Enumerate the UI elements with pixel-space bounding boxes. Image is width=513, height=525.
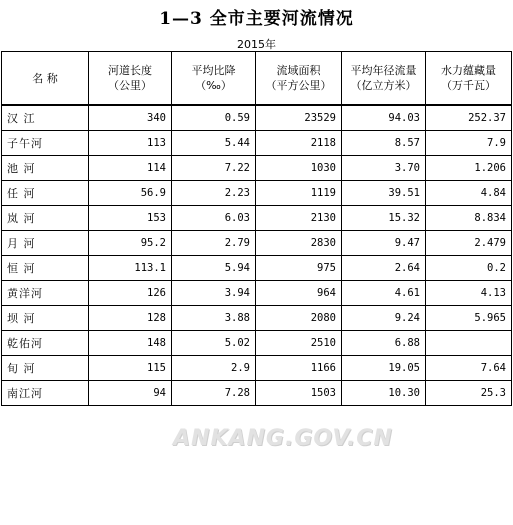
value-cell-basin-area: 23529 xyxy=(256,105,342,131)
value-cell-hydropower: 7.64 xyxy=(426,356,512,381)
watermark: ANKANG.GOV.CN xyxy=(173,426,393,451)
value-cell-runoff: 4.61 xyxy=(342,281,426,306)
river-name-cell: 汉 江 xyxy=(2,105,89,131)
value-cell-hydropower: 4.84 xyxy=(426,181,512,206)
value-cell-basin-area: 1503 xyxy=(256,381,342,406)
value-cell-basin-area: 2080 xyxy=(256,306,342,331)
value-cell-gradient: 6.03 xyxy=(172,206,256,231)
table-row xyxy=(2,156,512,181)
value-cell-length: 128 xyxy=(89,306,172,331)
column-header-line1: 平均比降 xyxy=(191,64,236,77)
river-name-cell: 子午河 xyxy=(2,131,89,156)
value-cell-gradient: 3.94 xyxy=(172,281,256,306)
table-row xyxy=(2,281,512,306)
value-cell-length: 56.9 xyxy=(89,181,172,206)
table-row xyxy=(2,256,512,281)
value-cell-basin-area: 964 xyxy=(256,281,342,306)
value-cell-hydropower: 7.9 xyxy=(426,131,512,156)
value-cell-basin-area: 2830 xyxy=(256,231,342,256)
value-cell-basin-area: 2118 xyxy=(256,131,342,156)
table-row xyxy=(2,331,512,356)
value-cell-gradient: 5.44 xyxy=(172,131,256,156)
value-cell-gradient: 2.79 xyxy=(172,231,256,256)
column-header-gradient xyxy=(172,52,256,106)
column-header-hydropower xyxy=(426,52,512,106)
value-cell-length: 148 xyxy=(89,331,172,356)
value-cell-basin-area: 2510 xyxy=(256,331,342,356)
river-name-cell: 乾佑河 xyxy=(2,331,89,356)
river-name-cell: 岚 河 xyxy=(2,206,89,231)
column-header-line2: （亿立方米） xyxy=(350,79,417,92)
value-cell-hydropower: 252.37 xyxy=(426,105,512,131)
river-name-cell: 旬 河 xyxy=(2,356,89,381)
value-cell-length: 95.2 xyxy=(89,231,172,256)
value-cell-gradient: 0.59 xyxy=(172,105,256,131)
column-header-line1: 名 称 xyxy=(32,71,58,85)
value-cell-basin-area: 1030 xyxy=(256,156,342,181)
table-body xyxy=(2,105,512,406)
value-cell-gradient: 5.02 xyxy=(172,331,256,356)
column-header-line1: 流域面积 xyxy=(276,64,321,77)
value-cell-hydropower: 4.13 xyxy=(426,281,512,306)
table-row xyxy=(2,231,512,256)
river-name-cell: 黄洋河 xyxy=(2,281,89,306)
value-cell-gradient: 7.22 xyxy=(172,156,256,181)
table-title: 1—3 全市主要河流情况 xyxy=(159,9,354,29)
value-cell-length: 126 xyxy=(89,281,172,306)
value-cell-hydropower: 8.834 xyxy=(426,206,512,231)
value-cell-length: 113.1 xyxy=(89,256,172,281)
column-header-line2: （‰） xyxy=(195,79,232,92)
value-cell-hydropower: 2.479 xyxy=(426,231,512,256)
value-cell-length: 153 xyxy=(89,206,172,231)
column-header-line1: 水力蕴藏量 xyxy=(441,64,496,77)
value-cell-gradient: 2.9 xyxy=(172,356,256,381)
value-cell-gradient: 5.94 xyxy=(172,256,256,281)
value-cell-runoff: 9.47 xyxy=(342,231,426,256)
column-header-runoff xyxy=(342,52,426,106)
column-header-basin-area xyxy=(256,52,342,106)
value-cell-gradient: 7.28 xyxy=(172,381,256,406)
value-cell-runoff: 2.64 xyxy=(342,256,426,281)
column-header-line2: （公里） xyxy=(108,79,152,92)
river-name-cell: 坝 河 xyxy=(2,306,89,331)
value-cell-runoff: 19.05 xyxy=(342,356,426,381)
table-row xyxy=(2,181,512,206)
table-row xyxy=(2,131,512,156)
column-header-name xyxy=(2,52,89,106)
table-header xyxy=(2,52,512,106)
value-cell-runoff: 39.51 xyxy=(342,181,426,206)
column-header-line1: 平均年径流量 xyxy=(350,64,417,77)
value-cell-runoff: 15.32 xyxy=(342,206,426,231)
river-name-cell: 池 河 xyxy=(2,156,89,181)
year-label: 2015年 xyxy=(237,38,276,51)
value-cell-runoff: 94.03 xyxy=(342,105,426,131)
table-row xyxy=(2,206,512,231)
value-cell-hydropower: 5.965 xyxy=(426,306,512,331)
table-row xyxy=(2,381,512,406)
value-cell-runoff: 3.70 xyxy=(342,156,426,181)
value-cell-gradient: 3.88 xyxy=(172,306,256,331)
column-header-length xyxy=(89,52,172,106)
value-cell-length: 94 xyxy=(89,381,172,406)
value-cell-hydropower: 25.3 xyxy=(426,381,512,406)
river-name-cell: 任 河 xyxy=(2,181,89,206)
value-cell-basin-area: 2130 xyxy=(256,206,342,231)
value-cell-runoff: 10.30 xyxy=(342,381,426,406)
table-row xyxy=(2,105,512,131)
value-cell-length: 340 xyxy=(89,105,172,131)
value-cell-length: 113 xyxy=(89,131,172,156)
value-cell-basin-area: 1119 xyxy=(256,181,342,206)
river-name-cell: 月 河 xyxy=(2,231,89,256)
value-cell-runoff: 6.88 xyxy=(342,331,426,356)
column-header-line2: （万千瓦） xyxy=(441,79,496,92)
value-cell-runoff: 9.24 xyxy=(342,306,426,331)
value-cell-basin-area: 975 xyxy=(256,256,342,281)
value-cell-basin-area: 1166 xyxy=(256,356,342,381)
value-cell-hydropower: 0.2 xyxy=(426,256,512,281)
rivers-table xyxy=(1,51,512,406)
value-cell-gradient: 2.23 xyxy=(172,181,256,206)
value-cell-length: 114 xyxy=(89,156,172,181)
value-cell-hydropower xyxy=(426,331,512,356)
value-cell-runoff: 8.57 xyxy=(342,131,426,156)
column-header-line2: （平方公里） xyxy=(265,79,332,92)
header-row xyxy=(2,52,512,106)
value-cell-length: 115 xyxy=(89,356,172,381)
column-header-line1: 河道长度 xyxy=(108,64,152,77)
value-cell-hydropower: 1.206 xyxy=(426,156,512,181)
river-name-cell: 恒 河 xyxy=(2,256,89,281)
table-row xyxy=(2,306,512,331)
river-name-cell: 南江河 xyxy=(2,381,89,406)
table-row xyxy=(2,356,512,381)
